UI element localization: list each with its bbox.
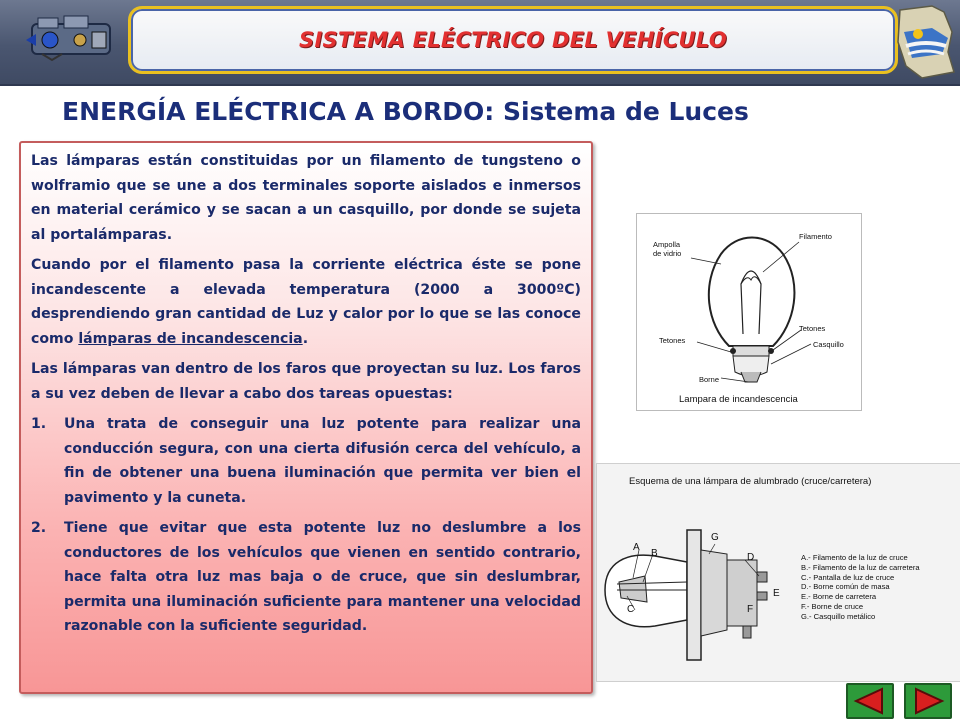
- legend-item: E.- Borne de carretera: [801, 592, 877, 602]
- banner-title: SISTEMA ELÉCTRICO DEL VEHÍCULO: [299, 28, 727, 52]
- engine-icon: [22, 10, 122, 66]
- label-filamento: Filamento: [799, 232, 832, 241]
- label-tetones-left: Tetones: [659, 336, 686, 345]
- next-slide-button[interactable]: [904, 683, 952, 719]
- label-ampolla: Ampolla: [653, 240, 681, 249]
- letter-a: A: [633, 542, 640, 553]
- list-number: 1.: [31, 416, 47, 432]
- label-tetones-right: Tetones: [799, 324, 826, 333]
- triangle-left-icon: [852, 687, 888, 715]
- legend-item: A.- Filamento de la luz de cruce: [801, 553, 908, 562]
- letter-g: G: [711, 532, 719, 543]
- banner-title-box: [128, 6, 898, 74]
- page-heading: ENERGÍA ELÉCTRICA A BORDO: Sistema de Luces: [62, 97, 749, 126]
- paragraph-incandescence: [31, 253, 581, 351]
- list-text: Una trata de conseguir una luz potente para realizar una conducción segura, con una cierta difusión cerca del vehículo, a fin de obtener una buena iluminación que permita ver bien el pavimento y la cuneta.: [64, 416, 581, 506]
- list-item: [31, 516, 581, 639]
- bulb-caption: Lampara de incandescencia: [679, 394, 798, 405]
- map-icon: [892, 2, 958, 80]
- paragraph-headlights: Las lámparas van dentro de los faros que proyectan su luz. Los faros a su vez deben de llevar a cabo dos tareas opuestas:: [31, 361, 581, 402]
- label-casquillo: Casquillo: [813, 340, 844, 349]
- label-borne: Borne: [699, 375, 720, 384]
- legend-item: F.- Borne de cruce: [801, 601, 864, 611]
- legend-item: B.- Filamento de la luz de carretera: [801, 562, 920, 572]
- label-vidrio: de vidrio: [653, 249, 682, 258]
- legend-item: D.- Borne común de masa: [801, 582, 890, 592]
- letter-c: C: [627, 604, 635, 615]
- list-item: [31, 412, 581, 510]
- top-banner: [0, 0, 960, 86]
- letter-e: E: [773, 588, 780, 599]
- letter-d: D: [747, 552, 755, 563]
- legend-item: C.- Pantalla de luz de cruce: [801, 572, 895, 582]
- content-panel: [19, 141, 593, 694]
- letter-f: F: [747, 604, 754, 615]
- triangle-right-icon: [910, 687, 946, 715]
- list-text: Tiene que evitar que esta potente luz no deslumbre a los conductores de los vehículos que vienen en sentido contrario, hace falta otra luz mas baja o de cruce, que sin deslumbrar, permita una iluminación suficiente para mantener una velocidad razonable con la suficiente seguridad.: [64, 520, 581, 634]
- legend-item: G.- Casquillo metálico: [801, 611, 876, 621]
- previous-slide-button[interactable]: [846, 683, 894, 719]
- incandescent-bulb-figure: [636, 213, 862, 411]
- list-number: 2.: [31, 520, 47, 536]
- paragraph-filament: Las lámparas están constituidas por un filamento de tungsteno o wolframio que se une a dos terminales soporte aislados e inmersos en material cerámico y se sacan a un casquillo, por donde se sujeta al portalámparas.: [31, 153, 581, 243]
- letter-b: B: [651, 548, 658, 559]
- paragraph-text: Cuando por el filamento pasa la corriente eléctrica éste se pone incandescente a elevada temperatura (2000 a 3000ºC) desprendiendo gran cantidad de Luz y calor por lo que se las conoce como: [31, 257, 581, 347]
- tasks-list: [31, 412, 581, 639]
- incandescent-lamps-link[interactable]: lámparas de incandescencia: [78, 330, 303, 347]
- headlamp-title: Esquema de una lámpara de alumbrado (cruce/carretera): [629, 476, 872, 487]
- paragraph-end: .: [302, 330, 309, 347]
- headlamp-drawing: [597, 490, 797, 680]
- headlamp-figure: [596, 463, 960, 682]
- headlamp-legend: [801, 553, 920, 622]
